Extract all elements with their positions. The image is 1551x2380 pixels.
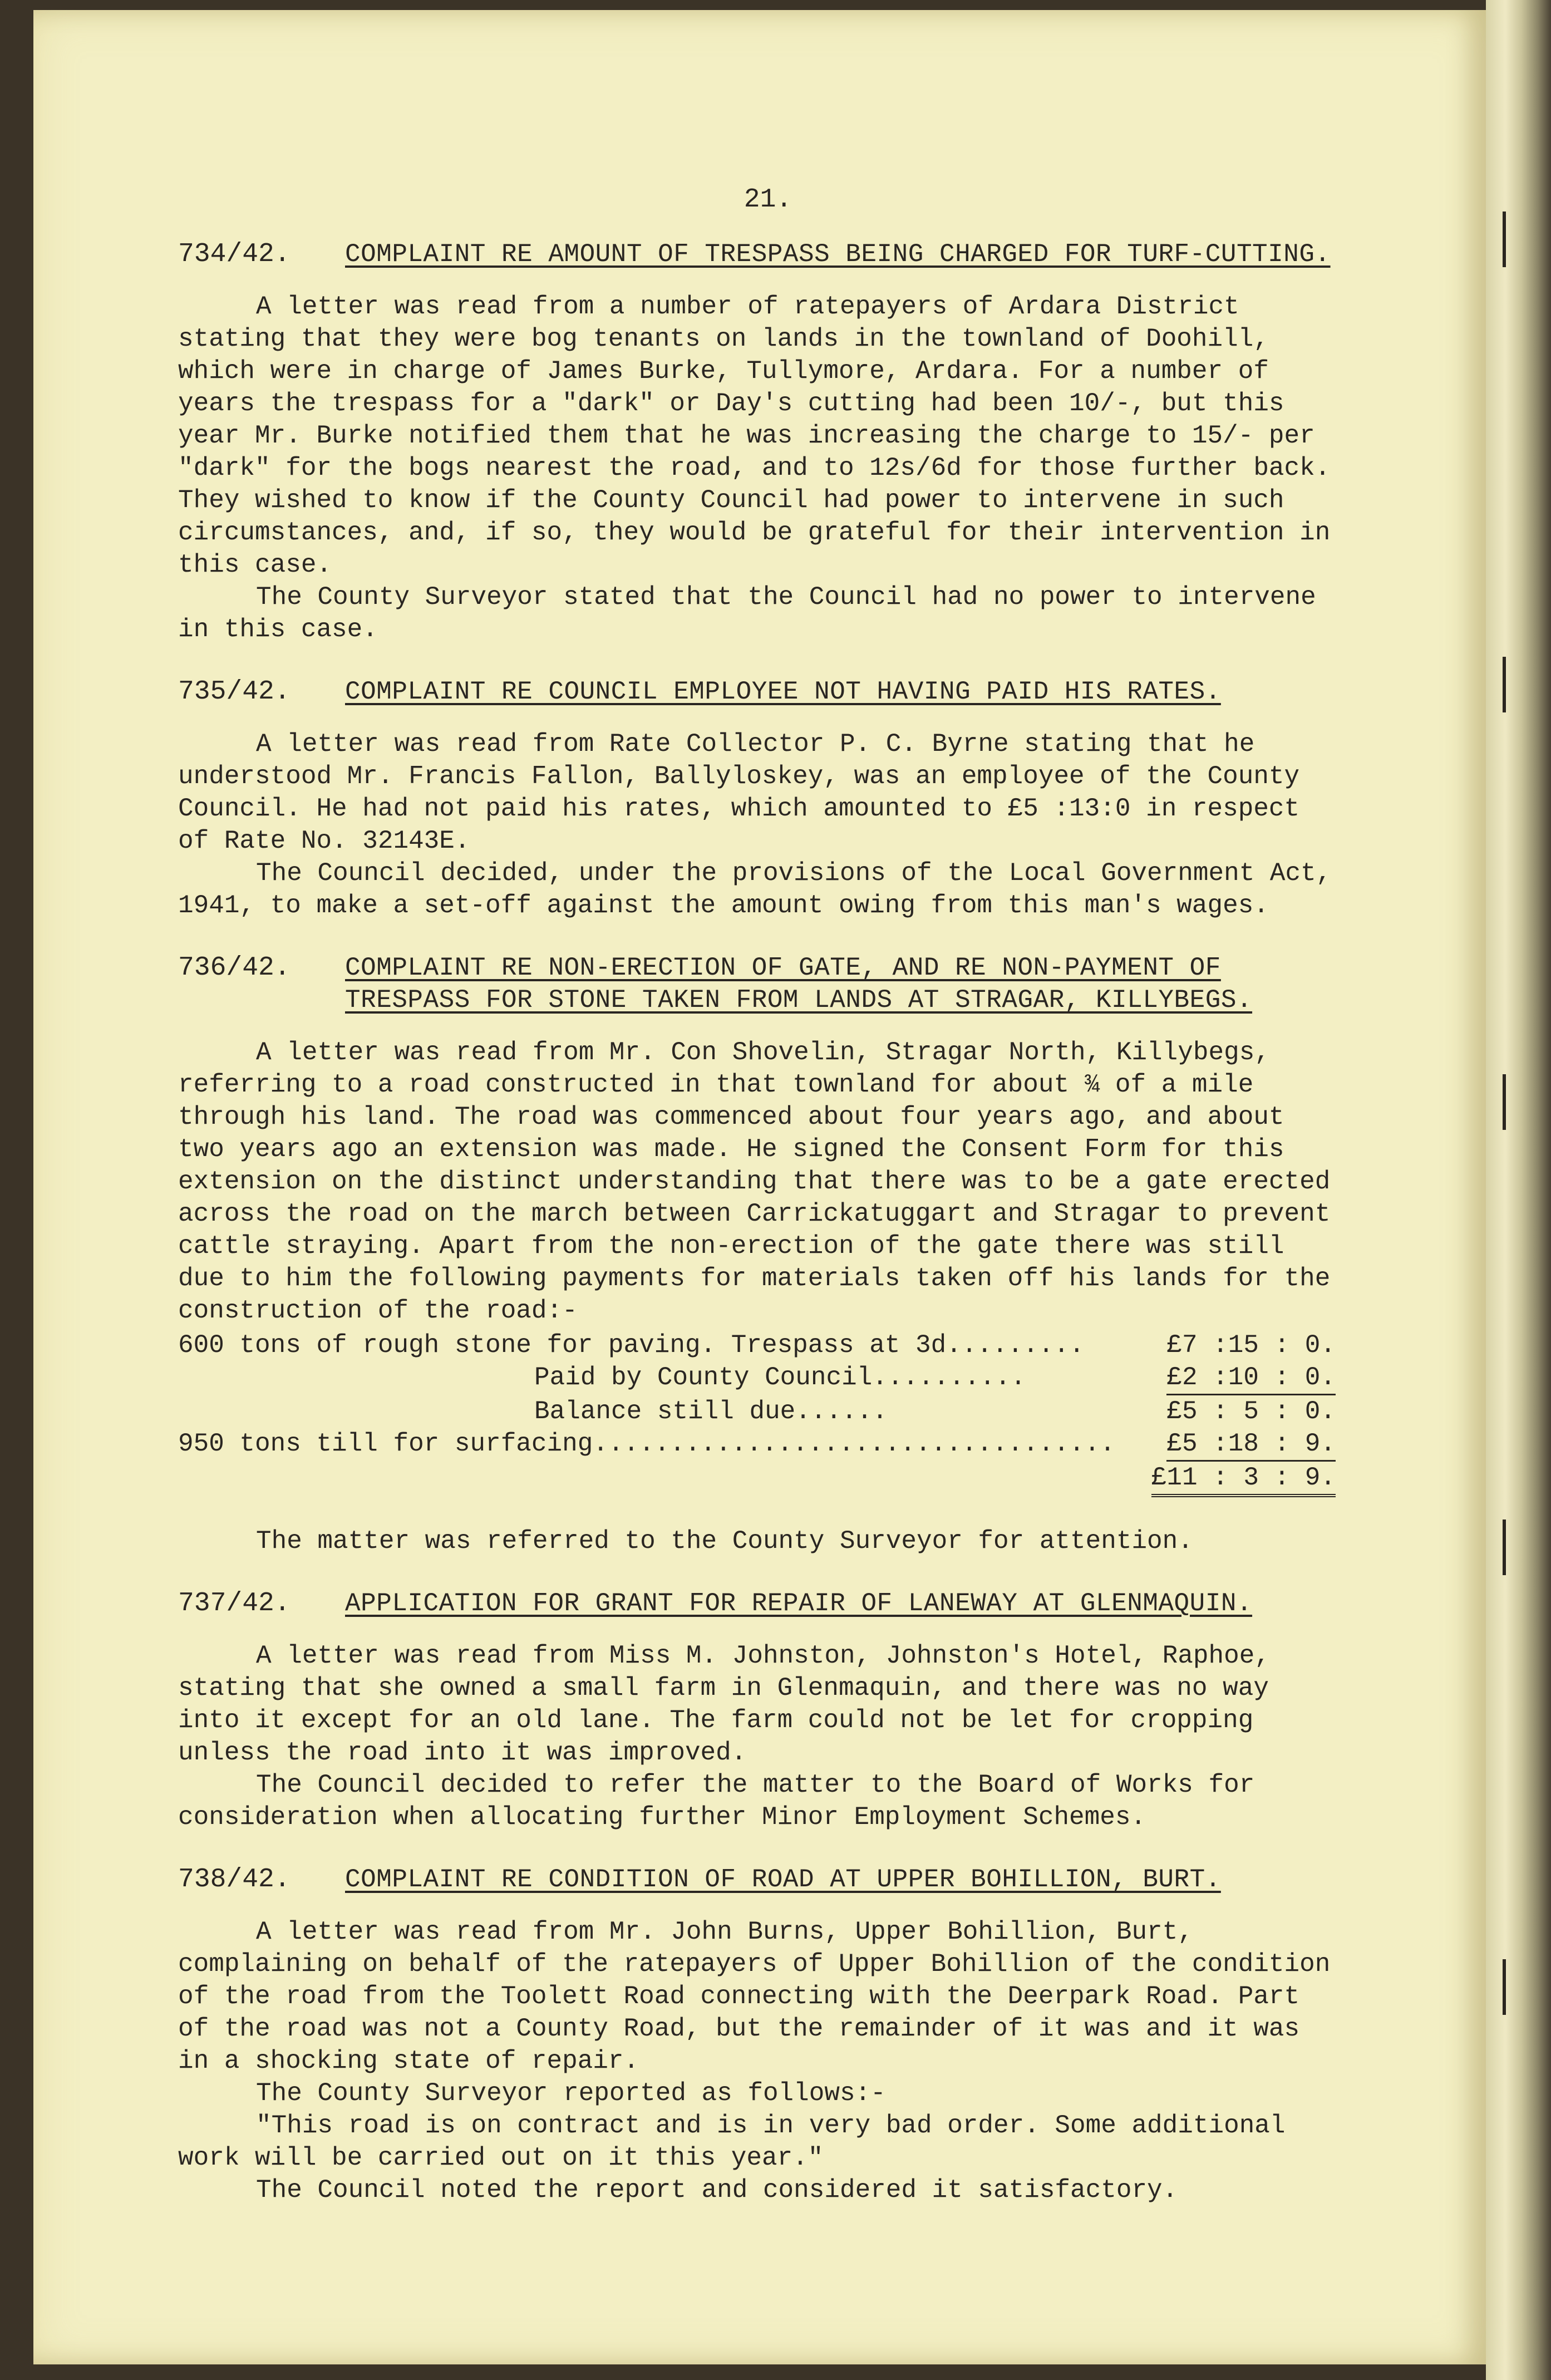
minute-item-737 (178, 1587, 1336, 1833)
paragraph: A letter was read from Mr. Con Shovelin, Stragar North, Killybegs, referring to a road constructed in that townland for about ¾ of a mile through his land. The road was commenced about four years ago, and about two years ago an extension was made. He signed the Consent Form for this extension on the distinct understanding that there was to be a gate erected across the road on the march between Carrickatuggart and Stragar to prevent cattle straying. Apart from the non-erection of the gate there was still due to him the following payments for materials taken off his lands for the construction of the road:- (178, 1038, 1331, 1325)
binding-mark (1503, 212, 1506, 267)
ledger-row (178, 1395, 1336, 1428)
item-heading (178, 952, 1336, 1016)
item-title: APPLICATION FOR GRANT FOR REPAIR OF LANEWAY AT GLENMAQUIN. (345, 1589, 1253, 1618)
item-body (178, 728, 1336, 922)
page-content (178, 184, 1336, 2236)
ledger-label: Balance still due...... (534, 1397, 888, 1426)
paragraph: The matter was referred to the County Surveyor for attention. (256, 1527, 1193, 1556)
item-body (178, 1036, 1336, 1557)
paragraph: A letter was read from a number of ratepayers of Ardara District stating that they were bog tenants on lands in the townland of Doohill, which were in charge of James Burke, Tullymore, Ardara. For a number of years the trespass for a "dark" or Day's cutting had been 10/-, but this year Mr. Burke notified them that he was increasing the charge to 15/- per "dark" for the bogs nearest the road, and to 12s/6d for those further back. They wished to know if the County Council had power to intervene in such circumstances, and, if so, they would be grateful for their intervention in this case. (178, 292, 1331, 579)
item-number: 735/42. (178, 677, 290, 707)
paragraph: A letter was read from Miss M. Johnston, Johnston's Hotel, Raphoe, stating that she owned a small farm in Glenmaquin, and there was no way into it except for an old lane. The farm could not be let for cropping unless the road into it was improved. (178, 1641, 1270, 1767)
paragraph: A letter was read from Mr. John Burns, Upper Bohillion, Burt, complaining on behalf of the ratepayers of Upper Bohillion of the condition of the road from the Toolett Road connecting with the Deerpark Road. Part of the road was not a County Road, but the remainder of it was and it was in a shocking state of repair. (178, 1917, 1331, 2076)
minute-item-738 (178, 1863, 1336, 2206)
item-heading (178, 238, 1336, 271)
minute-item-734 (178, 238, 1336, 646)
ledger-label: 950 tons till for surfacing.................................. (178, 1429, 1115, 1458)
ledger-row (178, 1329, 1336, 1361)
ledger-amount: £5 : 5 : 0. (1166, 1397, 1336, 1426)
binding-mark (1503, 657, 1506, 712)
paragraph: The Council decided, under the provisions of the Local Government Act, 1941, to make a set-off against the amount owing from this man's wages. (178, 859, 1332, 920)
item-number: 737/42. (178, 1589, 290, 1619)
item-title: COMPLAINT RE CONDITION OF ROAD AT UPPER BOHILLION, BURT. (345, 1865, 1221, 1894)
ledger-row (178, 1361, 1336, 1395)
ledger-total-row (178, 1462, 1336, 1497)
binding-mark (1503, 1520, 1506, 1575)
ledger-label: 600 tons of rough stone for paving. Trespass at 3d......... (178, 1331, 1085, 1360)
payment-ledger (178, 1329, 1336, 1497)
binding-mark (1503, 1074, 1506, 1130)
item-body (178, 1916, 1336, 2206)
ledger-row (178, 1428, 1336, 1462)
item-title: COMPLAINT RE AMOUNT OF TRESPASS BEING CHARGED FOR TURF-CUTTING. (345, 240, 1331, 269)
paragraph: The County Surveyor stated that the Council had no power to intervene in this case. (178, 583, 1316, 644)
ledger-amount: £2 :10 : 0. (1166, 1361, 1336, 1395)
paragraph: The Council decided to refer the matter to the Board of Works for consideration when allocating further Minor Employment Schemes. (178, 1771, 1255, 1832)
item-body (178, 291, 1336, 646)
item-heading (178, 676, 1336, 708)
item-number: 734/42. (178, 239, 290, 269)
minute-item-735 (178, 676, 1336, 922)
minute-item-736 (178, 952, 1336, 1557)
ledger-total-amount: £11 : 3 : 9. (1151, 1462, 1336, 1497)
paragraph: A letter was read from Rate Collector P. C. Byrne stating that he understood Mr. Francis Fallon, Ballyloskey, was an employee of the County Council. He had not paid his rates, which amounted to £5 :13:0 in respect of Rate No. 32143E. (178, 730, 1300, 855)
item-title: COMPLAINT RE COUNCIL EMPLOYEE NOT HAVING PAID HIS RATES. (345, 677, 1221, 706)
ledger-label: Paid by County Council.......... (534, 1363, 1026, 1392)
item-heading (178, 1863, 1336, 1896)
item-number: 736/42. (178, 953, 290, 983)
ledger-amount: £7 :15 : 0. (1166, 1331, 1336, 1360)
ledger-amount: £5 :18 : 9. (1166, 1428, 1336, 1462)
paragraph: The Council noted the report and considered it satisfactory. (256, 2176, 1178, 2205)
page-number: 21. (744, 185, 792, 215)
item-body (178, 1640, 1336, 1833)
quoted-report: "This road is on contract and is in very bad order. Some additional work will be carried out on it this year." (178, 2111, 1286, 2172)
binding-mark (1503, 1959, 1506, 2015)
book-binding (1486, 0, 1551, 2380)
item-number: 738/42. (178, 1865, 290, 1895)
item-heading (178, 1587, 1336, 1620)
paragraph: The County Surveyor reported as follows:- (256, 2079, 886, 2108)
item-title: COMPLAINT RE NON-ERECTION OF GATE, AND RE NON-PAYMENT OF TRESPASS FOR STONE TAKEN FROM LANDS AT STRAGAR, KILLYBEGS. (345, 953, 1253, 1015)
